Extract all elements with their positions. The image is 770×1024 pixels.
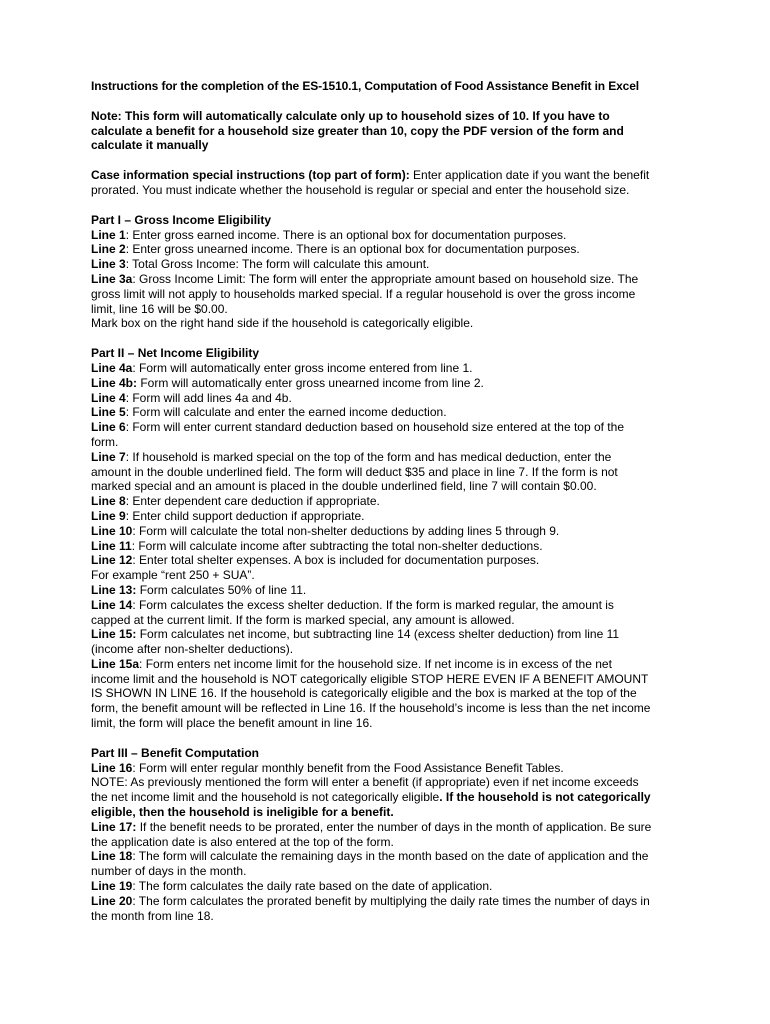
line-label: Line 18 xyxy=(91,849,133,864)
line-text: IS SHOWN IN LINE 16. If the household is categorically eligible and the box is marked at the top of the xyxy=(91,686,637,701)
line-label: Line 15: xyxy=(91,627,137,642)
part1-heading: Part I – Gross Income Eligibility xyxy=(91,212,272,227)
text-line xyxy=(91,672,691,687)
part3-heading: Part III – Benefit Computation xyxy=(91,745,260,760)
text-line xyxy=(91,686,691,701)
line-label: Line 5 xyxy=(91,405,126,420)
part3-note: the net income limit and the household is not categorically eligible xyxy=(91,790,440,805)
text-line xyxy=(91,539,691,554)
document-page xyxy=(91,79,691,938)
part1-section xyxy=(91,213,691,331)
line-label: Line 15a xyxy=(91,656,140,671)
line-label: Line 8 xyxy=(91,494,126,509)
line-text: : Enter dependent care deduction if appropriate. xyxy=(125,494,380,509)
line-label: Line 4b: xyxy=(91,375,138,390)
text-line xyxy=(91,894,691,909)
text-line xyxy=(91,613,691,628)
text-line xyxy=(91,849,691,864)
line-label: Line 19 xyxy=(91,879,133,894)
part2-heading: Part II – Net Income Eligibility xyxy=(91,346,260,361)
part3-note-bold: . If the household is not categorically xyxy=(439,790,651,805)
text-line xyxy=(91,287,691,302)
line-label: Line 11 xyxy=(91,538,132,553)
line-text: income limit and the household is NOT categorically eligible STOP HERE EVEN IF A BENEFIT AMOUNT xyxy=(91,671,649,686)
part2-section xyxy=(91,346,691,731)
text-line xyxy=(91,405,691,420)
line-text: Form calculates net income, but subtracting line 14 (excess shelter deduction) from line 11 xyxy=(136,627,620,642)
text-line xyxy=(91,494,691,509)
text-line xyxy=(91,228,691,243)
text-line xyxy=(91,909,691,924)
line-text: : The form calculates the prorated benefit by multiplying the daily rate times the number of days in xyxy=(132,893,650,908)
line-label: Line 1 xyxy=(91,227,126,242)
line-text: Mark box on the right hand side if the household is categorically eligible. xyxy=(91,316,474,331)
part2-lines xyxy=(91,361,691,731)
note-paragraph xyxy=(91,109,691,153)
line-text: : Form will enter current standard deduction based on household size entered at the top of the xyxy=(125,420,624,435)
line-label: Line 12 xyxy=(91,553,133,568)
line-label: Line 10 xyxy=(91,523,133,538)
text-line xyxy=(91,657,691,672)
part3-section xyxy=(91,746,691,924)
line-text: : Enter gross unearned income. There is an optional box for documentation purposes. xyxy=(125,242,580,257)
note-line: calculate a benefit for a household size greater than 10, copy the PDF version of the form and xyxy=(91,123,624,138)
line-text: form. xyxy=(91,434,119,449)
line-text: limit, the form will place the benefit amount in line 16. xyxy=(91,716,373,731)
line-text: : Form will calculate income after subtracting the total non-shelter deductions. xyxy=(131,538,543,553)
text-line xyxy=(91,376,691,391)
case-info-label: Case information special instructions (top part of form): xyxy=(91,168,410,183)
line-label: Line 9 xyxy=(91,508,126,523)
line-text: : Gross Income Limit: The form will enter the appropriate amount based on household size. The xyxy=(132,271,639,286)
part3-note-bold: eligible, then the household is ineligible for a benefit. xyxy=(91,805,394,820)
line-text: : Form will calculate and enter the earned income deduction. xyxy=(125,405,447,420)
part1-lines xyxy=(91,228,691,332)
text-line xyxy=(91,701,691,716)
text-line xyxy=(91,465,691,480)
text-line xyxy=(91,272,691,287)
text-line xyxy=(91,642,691,657)
text-line xyxy=(91,835,691,850)
text-line xyxy=(91,509,691,524)
line-label: Line 4a xyxy=(91,360,133,375)
line-text: : If household is marked special on the top of the form and has medical deduction, enter the xyxy=(125,449,612,464)
line-label: Line 6 xyxy=(91,420,126,435)
case-info-text: prorated. You must indicate whether the household is regular or special and enter the household size. xyxy=(91,182,630,197)
line-text: marked special and an amount is placed in the double underlined field, line 7 will contain $0.00. xyxy=(91,479,597,494)
line-text: : Enter gross earned income. There is an optional box for documentation purposes. xyxy=(125,227,567,242)
text-line xyxy=(91,864,691,879)
text-line xyxy=(91,479,691,494)
line-text: : Total Gross Income: The form will calculate this amount. xyxy=(125,257,430,272)
line-label: Line 20 xyxy=(91,893,133,908)
text-line xyxy=(91,302,691,317)
text-line xyxy=(91,257,691,272)
line-label: Line 3a xyxy=(91,271,133,286)
line-label: Line 17: xyxy=(91,819,137,834)
line-text: Form will automatically enter gross unearned income from line 2. xyxy=(137,375,484,390)
text-line xyxy=(91,553,691,568)
line-text: : Form will calculate the total non-shelter deductions by adding lines 5 through 9. xyxy=(132,523,560,538)
line-text: : Form calculates the excess shelter deduction. If the form is marked regular, the amount is xyxy=(132,597,614,612)
line-text: : The form calculates the daily rate based on the date of application. xyxy=(132,879,493,894)
line-text: : Form will add lines 4a and 4b. xyxy=(125,390,292,405)
text-line xyxy=(91,524,691,539)
text-line xyxy=(91,583,691,598)
line-label: Line 16 xyxy=(91,760,133,775)
line-label: Line 14 xyxy=(91,597,133,612)
part3-note: NOTE: As previously mentioned the form will enter a benefit (if appropriate) even if net income exceeds xyxy=(91,775,639,790)
line-label: Line 3 xyxy=(91,257,126,272)
document-title xyxy=(91,79,691,94)
text-line xyxy=(91,568,691,583)
line-text: Form calculates 50% of line 11. xyxy=(136,582,307,597)
text-line xyxy=(91,598,691,613)
line-text: : Enter total shelter expenses. A box is included for documentation purposes. xyxy=(132,553,540,568)
text-line xyxy=(91,420,691,435)
line-text: : Form enters net income limit for the household size. If net income is in excess of the net xyxy=(139,656,612,671)
line-text: capped at the current limit. If the form is marked special, any amount is allowed. xyxy=(91,612,515,627)
case-info-paragraph xyxy=(91,168,691,198)
text-line xyxy=(91,716,691,731)
line-text: number of days in the month. xyxy=(91,864,247,879)
line-text: : Form will automatically enter gross income entered from line 1. xyxy=(132,360,473,375)
line-text: For example “rent 250 + SUA”. xyxy=(91,568,255,583)
case-info-text: Enter application date if you want the benefit xyxy=(409,168,650,183)
note-line: Note: This form will automatically calculate only up to household sizes of 10. If you have to xyxy=(91,108,610,123)
line-text: the month from line 18. xyxy=(91,908,214,923)
line-text: form, the benefit amount will be reflected in Line 16. If the household’s income is less than the net income xyxy=(91,701,651,716)
line-text: (income after non-shelter deductions). xyxy=(91,642,294,657)
line-label: Line 7 xyxy=(91,449,126,464)
text-line xyxy=(91,242,691,257)
text-line xyxy=(91,316,691,331)
line-text: If the benefit needs to be prorated, enter the number of days in the month of application. Be sure xyxy=(136,819,652,834)
text-line xyxy=(91,450,691,465)
text-line xyxy=(91,820,691,835)
line-text: : The form will calculate the remaining days in the month based on the date of application and the xyxy=(132,849,649,864)
line-text: limit, line 16 will be $0.00. xyxy=(91,301,228,316)
part3-lines xyxy=(91,820,691,924)
line-label: Line 13: xyxy=(91,582,137,597)
line-label: Line 4 xyxy=(91,390,126,405)
line-text: gross limit will not apply to households marked special. If a regular household is over the gross income xyxy=(91,286,636,301)
line-text: the application date is also entered at the top of the form. xyxy=(91,834,394,849)
text-line xyxy=(91,879,691,894)
note-line: calculate it manually xyxy=(91,138,209,153)
line-text: amount in the double underlined field. The form will deduct $35 and place in line 7. If the form is not xyxy=(91,464,618,479)
text-line xyxy=(91,361,691,376)
title-text: Instructions for the completion of the ES-1510.1, Computation of Food Assistance Benefit in Excel xyxy=(91,79,639,93)
text-line xyxy=(91,391,691,406)
text-line xyxy=(91,435,691,450)
text-line xyxy=(91,627,691,642)
line-text: : Enter child support deduction if appropriate. xyxy=(125,508,365,523)
line-text: : Form will enter regular monthly benefit from the Food Assistance Benefit Tables. xyxy=(132,760,564,775)
line-label: Line 2 xyxy=(91,242,126,257)
